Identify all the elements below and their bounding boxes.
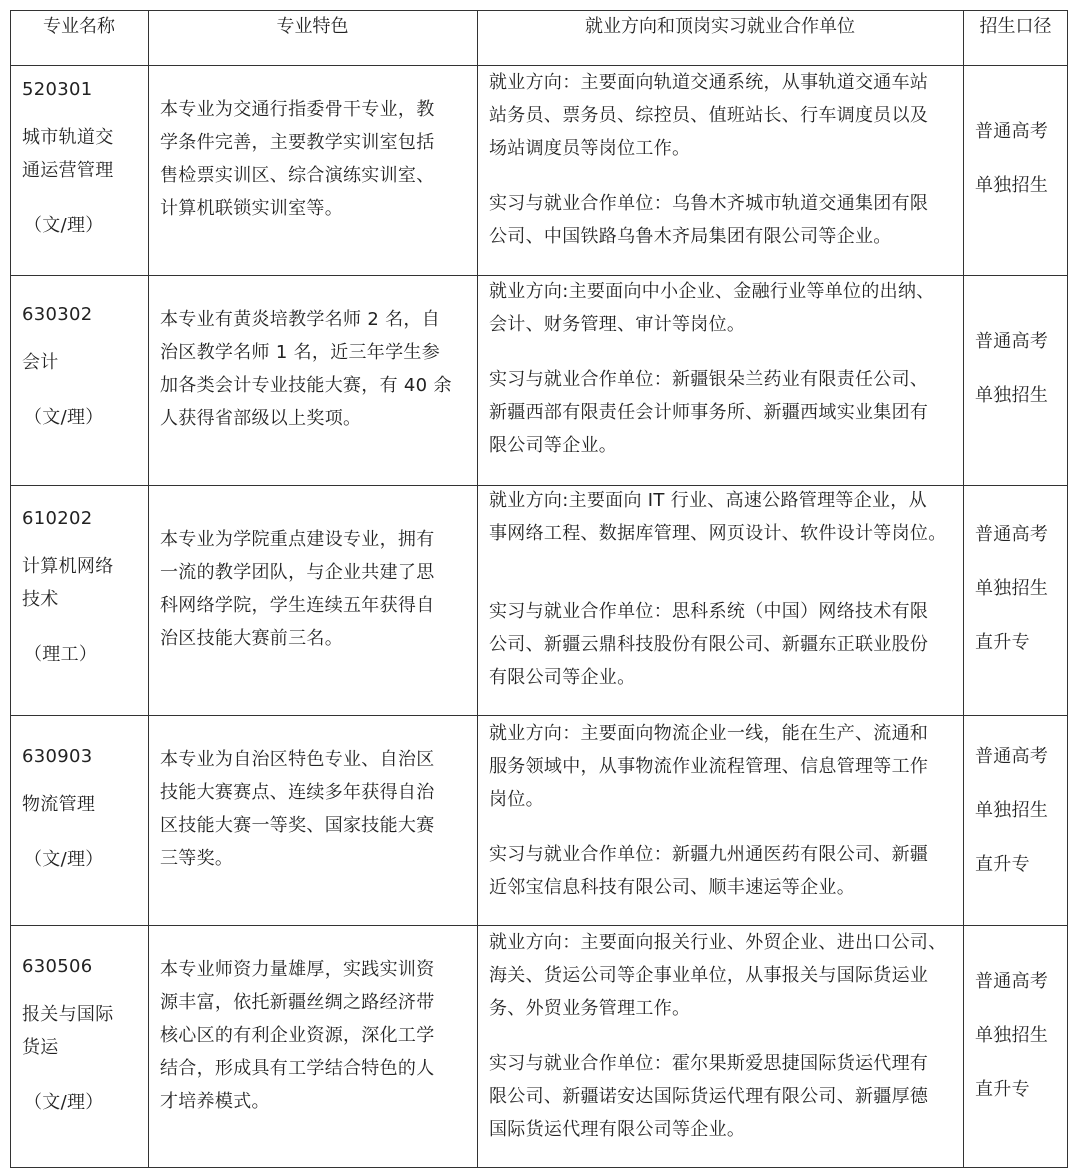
partner-units-line: 国际货运代理有限公司等企业。 [489,1119,746,1140]
career-direction-line: 事网络工程、数据库管理、网页设计、软件设计等岗位。 [489,523,947,544]
major-feature-line: 计算机联锁实训室等。 [160,198,343,219]
column-header: 就业方向和顶岗实习就业合作单位 [585,16,855,37]
admission-channel: 普通高考 [975,524,1049,545]
major-feature-line: 人获得省部级以上奖项。 [160,408,362,429]
major-name: 城市轨道交 [22,127,114,148]
partner-units-line: 限公司、新疆诺安达国际货运代理有限公司、新疆厚德 [489,1086,929,1107]
major-feature-line: 本专业为学院重点建设专业，拥有 [160,529,435,550]
major-code: 630903 [22,746,93,767]
partner-units-line: 实习与就业合作单位：新疆银朵兰药业有限责任公司、 [489,369,929,390]
major-feature-line: 三等奖。 [160,848,234,869]
major-feature-line: 治区教学名师 1 名，近三年学生参 [160,342,440,363]
partner-units-line: 实习与就业合作单位：思科系统（中国）网络技术有限 [489,601,929,622]
partner-units-line: 公司、新疆云鼎科技股份有限公司、新疆东正联业股份 [489,634,929,655]
major-feature-line: 结合，形成具有工学结合特色的人 [160,1058,435,1079]
partner-units-line: 实习与就业合作单位：乌鲁木齐城市轨道交通集团有限 [489,193,929,214]
career-direction-line: 就业方向:主要面向 IT 行业、高速公路管理等企业，从 [489,490,927,511]
admission-channel: 直升专 [975,632,1030,653]
career-direction-line: 站务员、票务员、综控员、值班站长、行车调度员以及 [489,105,929,126]
major-feature-line: 一流的教学团队，与企业共建了思 [160,562,435,583]
major-code: 520301 [22,79,93,100]
admission-channel: 单独招生 [975,175,1049,196]
major-feature-line: 本专业有黄炎培教学名师 2 名，自 [160,309,440,330]
major-feature-line: 源丰富，依托新疆丝绸之路经济带 [160,992,435,1013]
partner-units-line: 实习与就业合作单位：霍尔果斯爱思捷国际货运代理有 [489,1053,929,1074]
row-divider [10,715,1068,716]
partner-units-line: 实习与就业合作单位：新疆九州通医药有限公司、新疆 [489,844,929,865]
admission-channel: 单独招生 [975,578,1049,599]
major-feature-line: 核心区的有利企业资源，深化工学 [160,1025,435,1046]
major-type: （文/理） [24,1092,104,1113]
partner-units-line: 有限公司等企业。 [489,667,636,688]
admission-channel: 直升专 [975,1079,1030,1100]
major-name: 技术 [22,589,59,610]
major-name: 会计 [22,352,59,373]
major-feature-line: 本专业为交通行指委骨干专业，教 [160,99,435,120]
admission-channel: 单独招生 [975,800,1049,821]
career-direction-line: 服务领域中，从事物流作业流程管理、信息管理等工作 [489,756,929,777]
column-divider [963,10,964,1168]
column-header: 专业特色 [276,16,349,37]
major-name: 报关与国际 [22,1004,114,1025]
career-direction-line: 会计、财务管理、审计等岗位。 [489,314,746,335]
major-code: 630302 [22,304,93,325]
major-feature-line: 技能大赛赛点、连续多年获得自治 [160,782,435,803]
career-direction-line: 就业方向：主要面向报关行业、外贸企业、进出口公司、 [489,932,947,953]
partner-units-line: 公司、中国铁路乌鲁木齐局集团有限公司等企业。 [489,226,892,247]
major-feature-line: 售检票实训区、综合演练实训室、 [160,165,435,186]
major-feature-line: 治区技能大赛前三名。 [160,628,343,649]
major-feature-line: 才培养模式。 [160,1091,270,1112]
major-feature-line: 科网络学院，学生连续五年获得自 [160,595,435,616]
major-type: （文/理） [24,215,104,236]
major-feature-line: 本专业师资力量雄厚，实践实训资 [160,959,435,980]
admission-channel: 普通高考 [975,121,1049,142]
career-direction-line: 场站调度员等岗位工作。 [489,138,691,159]
major-code: 610202 [22,508,93,529]
major-name: 通运营管理 [22,160,114,181]
partner-units-line: 新疆西部有限责任会计师事务所、新疆西域实业集团有 [489,402,929,423]
major-type: （理工） [24,644,98,665]
row-divider [10,925,1068,926]
major-feature-line: 学条件完善，主要教学实训室包括 [160,132,435,153]
partner-units-line: 限公司等企业。 [489,435,618,456]
row-divider [10,65,1068,66]
major-type: （文/理） [24,849,104,870]
major-code: 630506 [22,956,93,977]
major-feature-line: 加各类会计专业技能大赛，有 40 余 [160,375,452,396]
admission-channel: 普通高考 [975,971,1049,992]
career-direction-line: 海关、货运公司等企事业单位，从事报关与国际货运业 [489,965,929,986]
column-divider [477,10,478,1168]
admission-channel: 直升专 [975,854,1030,875]
career-direction-line: 务、外贸业务管理工作。 [489,998,691,1019]
admission-channel: 普通高考 [975,331,1049,352]
column-divider [148,10,149,1168]
column-header: 专业名称 [43,16,115,37]
admission-channel: 普通高考 [975,746,1049,767]
career-direction-line: 就业方向：主要面向轨道交通系统，从事轨道交通车站 [489,72,929,93]
major-name: 货运 [22,1037,59,1058]
major-name: 计算机网络 [22,556,114,577]
career-direction-line: 岗位。 [489,789,544,810]
career-direction-line: 就业方向：主要面向物流企业一线，能在生产、流通和 [489,723,929,744]
major-feature-line: 区技能大赛一等奖、国家技能大赛 [160,815,435,836]
partner-units-line: 近邻宝信息科技有限公司、顺丰速运等企业。 [489,877,855,898]
admission-channel: 单独招生 [975,385,1049,406]
major-name: 物流管理 [22,794,96,815]
admission-channel: 单独招生 [975,1025,1049,1046]
major-feature-line: 本专业为自治区特色专业、自治区 [160,749,435,770]
column-header: 招生口径 [979,16,1052,37]
career-direction-line: 就业方向:主要面向中小企业、金融行业等单位的出纳、 [489,281,935,302]
major-type: （文/理） [24,407,104,428]
